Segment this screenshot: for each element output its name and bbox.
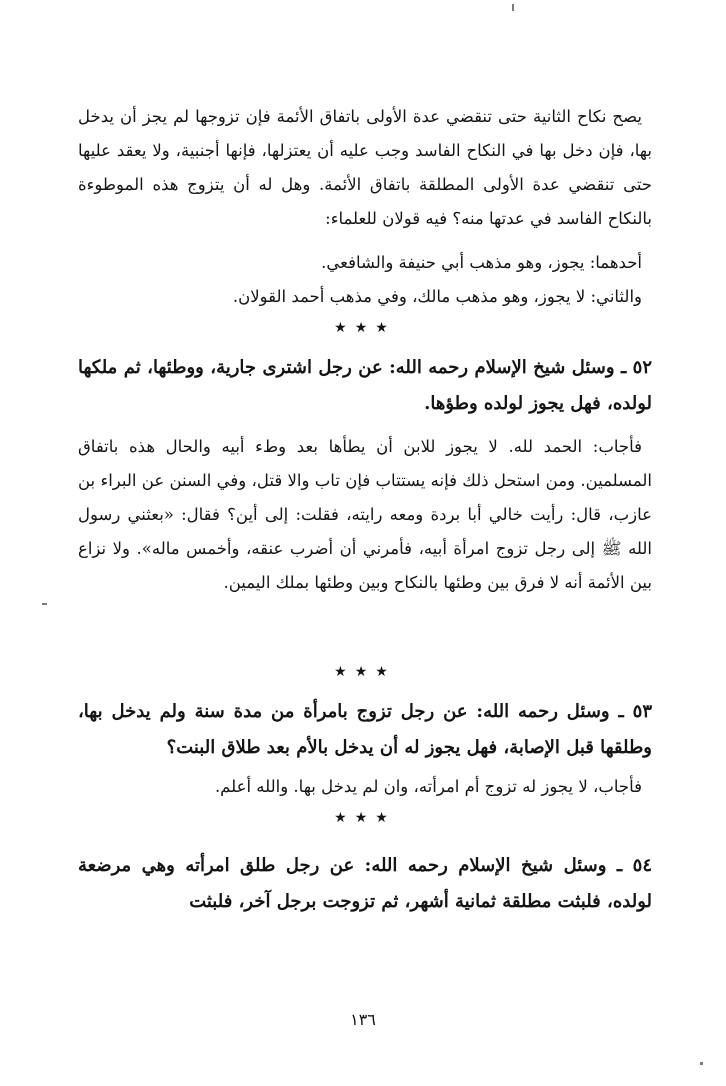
- opinion-two: والثاني: لا يجوز، وهو مذهب مالك، وفي مذهب أحمد القولان.: [232, 287, 642, 306]
- opinion-one: أحدهما: يجوز، وهو مذهب أبي حنيفة والشافعي.: [321, 253, 642, 272]
- scan-speck: [700, 1062, 703, 1065]
- page-body: [78, 100, 652, 920]
- section-separator: ★★★: [334, 664, 396, 680]
- scan-speck: [42, 603, 47, 605]
- question-52: ٥٢ ـ وسئل شيخ الإسلام رحمه الله: عن رجل اشترى جارية، ووطئها، ثم ملكها لولده، فهل يجوز لولده وطؤها.: [78, 357, 652, 414]
- answer-52: فأجاب: الحمد لله. لا يجوز للابن أن يطأها بعد وطء أبيه والحال هذه باتفاق المسلمين. ومن استحل ذلك فإنه يستتاب فإن تاب والا قتل، وفي السنن عن البراء بن عازب، قال: رأيت خالي أبا بردة ومعه رايته، فقلت: إلى أين؟ فقال: «بعثني رسول الله ﷺ إلى رجل تزوج امرأة أبيه، فأمرني أن أضرب عنقه، وأخمس ماله». ولا نزاع بين الأئمة أنه لا فرق بين وطئها بالنكاح وبين وطئها بملك اليمين.: [78, 437, 652, 592]
- section-separator: ★★★: [334, 320, 396, 336]
- question-54: ٥٤ ـ وسئل شيخ الإسلام رحمه الله: عن رجل طلق امرأته وهي مرضعة لولده، فلبثت مطلقة ثمانية أشهر، ثم تزوجت برجل آخر، فلبثت: [78, 855, 652, 912]
- section-separator: ★★★: [334, 810, 396, 826]
- question-53: ٥٣ ـ وسئل رحمه الله: عن رجل تزوج بامرأة من مدة سنة ولم يدخل بها، وطلقها قبل الإصابة، فهل يجوز له أن يدخل بالأم بعد طلاق البنت؟: [78, 701, 652, 758]
- page-number: ١٣٦: [350, 1010, 376, 1029]
- answer-53: فأجاب، لا يجوز له تزوج أم امرأته، وان لم يدخل بها. والله أعلم.: [214, 777, 642, 796]
- scan-speck: [512, 4, 514, 11]
- continuation-paragraph: يصح نكاح الثانية حتى تنقضي عدة الأولى باتفاق الأئمة فإن تزوجها لم يجز أن يدخل بها، فإن دخل بها في النكاح الفاسد وجب عليه أن يعتزلها، فإنها أجنبية، ولا يعقد عليها حتى تنقضي عدة الأولى المطلقة باتفاق الأئمة. وهل له أن يتزوج هذه الموطوءة بالنكاح الفاسد في عدتها منه؟ فيه قولان للعلماء:: [78, 107, 652, 228]
